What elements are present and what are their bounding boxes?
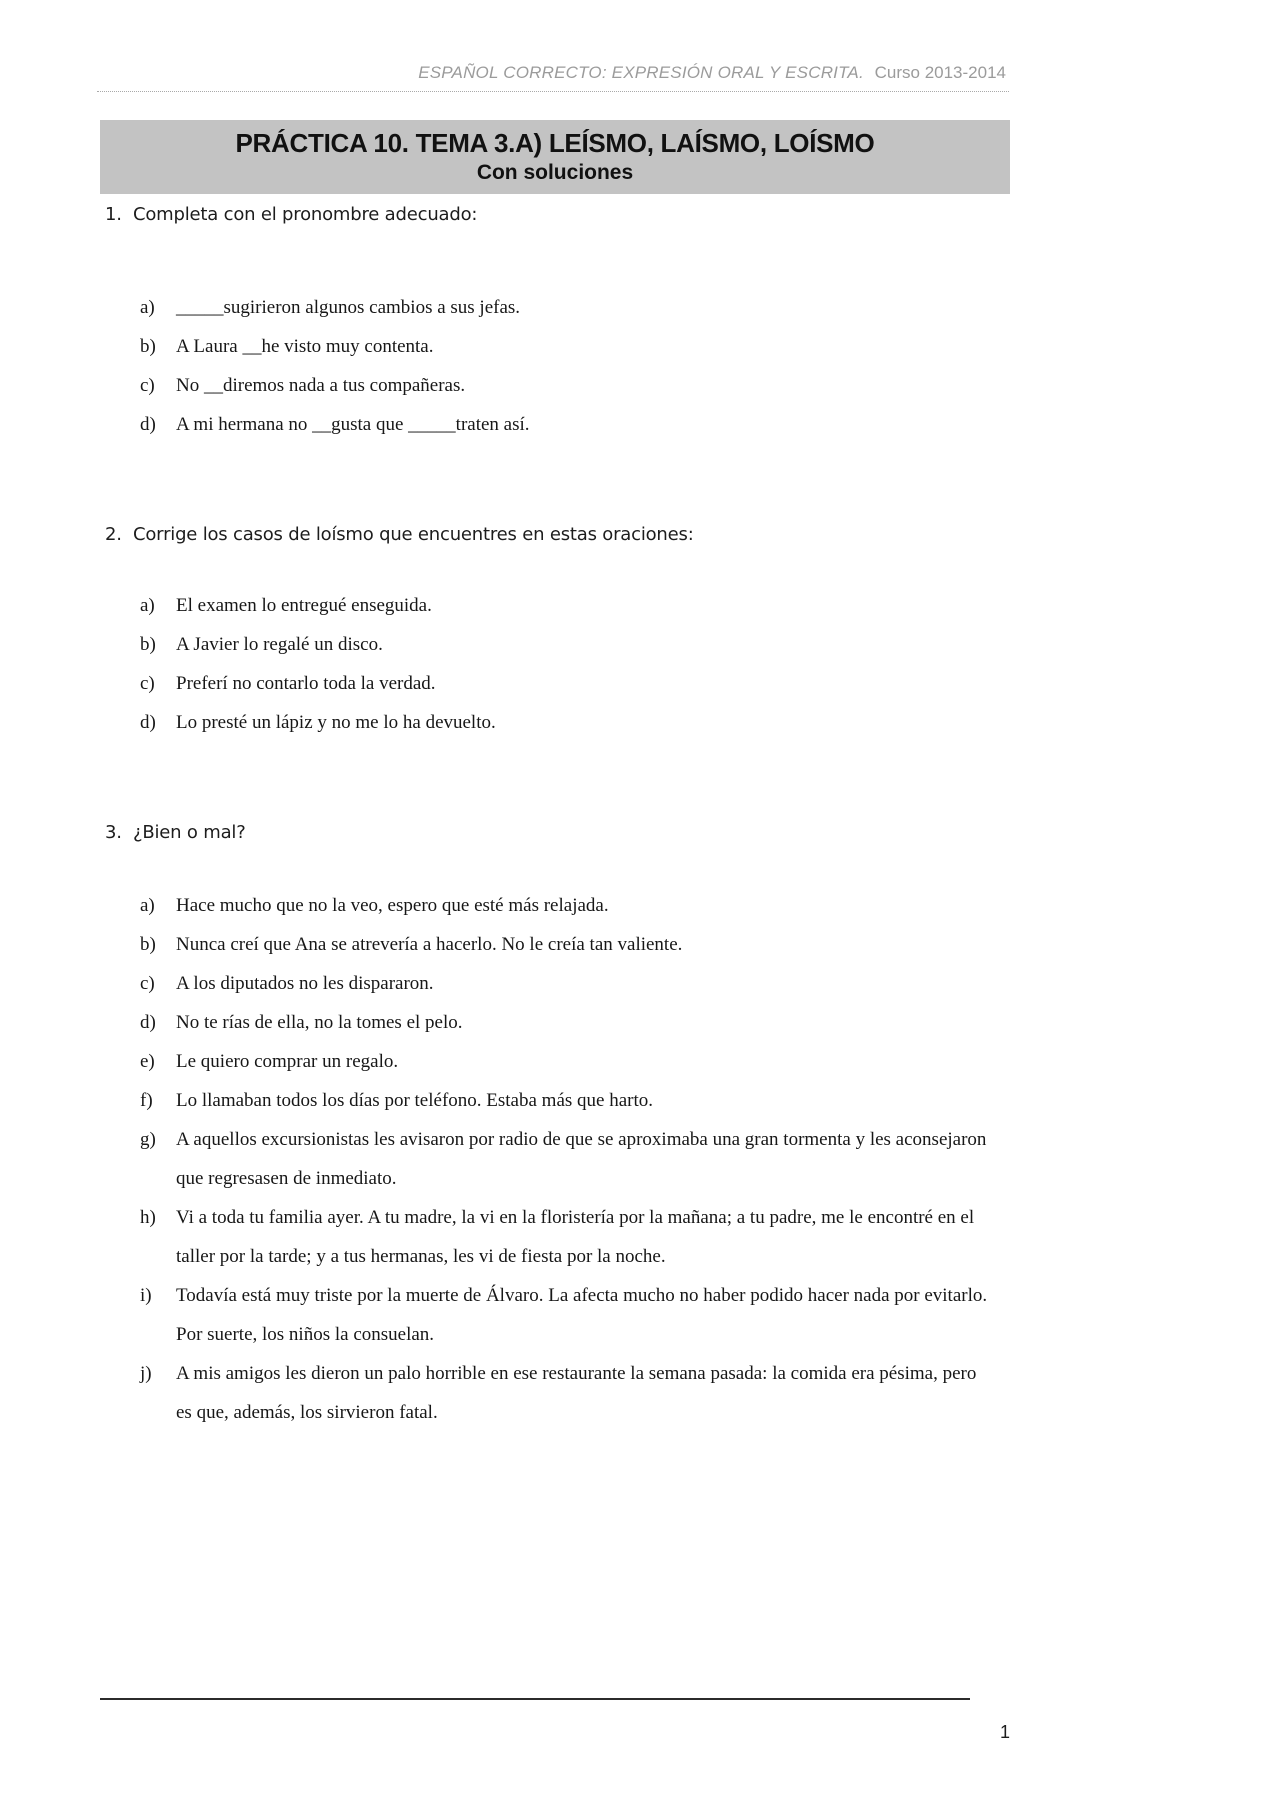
item-text: Todavía está muy triste por la muerte de Álvaro. La afecta mucho no haber podido hacer nada por evitarlo. Por suerte, los niños la consuelan. [176,1285,988,1345]
item-text: Nunca creí que Ana se atrevería a hacerlo. No le creía tan valiente. [176,934,683,955]
list-item [140,1120,988,1198]
exercise-1-prompt: Completa con el pronombre adecuado: [133,204,478,225]
item-letter: c) [140,673,155,694]
exercise-3-items [105,886,988,1432]
item-letter: b) [140,336,156,357]
list-item [140,1081,988,1120]
item-letter: d) [140,414,156,435]
exercise-1-heading [105,202,1010,228]
exercise-2-items [105,586,988,742]
item-text: A los diputados no les dispararon. [176,973,434,994]
list-item [140,288,988,327]
item-letter: e) [140,1051,155,1072]
item-letter: a) [140,297,155,318]
list-item [140,405,988,444]
list-item [140,625,988,664]
list-item [140,964,988,1003]
list-item [140,664,988,703]
item-text: A mis amigos les dieron un palo horrible en ese restaurante la semana pasada: la comida era pésima, pero es que, además, los sirvieron fatal. [176,1363,977,1423]
list-item [140,1198,988,1276]
item-letter: b) [140,634,156,655]
exercise-3-number: 3. [105,822,122,843]
item-text: No te rías de ella, no la tomes el pelo. [176,1012,463,1033]
list-item [140,886,988,925]
item-text: _____sugirieron algunos cambios a sus jefas. [176,297,521,318]
item-letter: d) [140,1012,156,1033]
item-text: A aquellos excursionistas les avisaron por radio de que se aproximaba una gran tormenta y les aconsejaron que regresasen de inmediato. [176,1129,987,1189]
item-letter: g) [140,1129,156,1150]
list-item [140,1354,988,1432]
exercise-2-prompt: Corrige los casos de loísmo que encuentres en estas oraciones: [133,524,694,545]
item-letter: b) [140,934,156,955]
exercise-3-prompt: ¿Bien o mal? [133,822,246,843]
item-letter: d) [140,712,156,733]
running-header [100,61,1006,85]
item-letter: j) [140,1363,152,1384]
exercise-2-number: 2. [105,524,122,545]
list-item [140,1042,988,1081]
list-item [140,703,988,742]
list-item [140,366,988,405]
item-letter: a) [140,895,155,916]
title-banner [100,120,1010,194]
page-number: 1 [999,1722,1010,1742]
item-letter: c) [140,375,155,396]
item-text: A Javier lo regalé un disco. [176,634,383,655]
item-text: Lo presté un lápiz y no me lo ha devuelto. [176,712,496,733]
item-letter: a) [140,595,155,616]
list-item [140,327,988,366]
exercise-1-items [105,288,988,444]
list-item [140,586,988,625]
item-text: A Laura __he visto muy contenta. [176,336,434,357]
item-text: Preferí no contarlo toda la verdad. [176,673,436,694]
list-item [140,1276,988,1354]
item-letter: i) [140,1285,152,1306]
exercise-3-heading [105,820,1010,846]
item-letter: f) [140,1090,153,1111]
item-text: Lo llamaban todos los días por teléfono. Estaba más que harto. [176,1090,653,1111]
item-text: Hace mucho que no la veo, espero que esté más relajada. [176,895,609,916]
item-text: A mi hermana no __gusta que _____traten así. [176,414,530,435]
course-title: ESPAÑOL CORRECTO: EXPRESIÓN ORAL Y ESCRITA. [418,63,864,82]
list-item [140,1003,988,1042]
item-text: Vi a toda tu familia ayer. A tu madre, la vi en la floristería por la mañana; a tu padre, me le encontré en el taller por la tarde; y a tus hermanas, les vi de fiesta por la noche. [176,1207,975,1267]
item-text: El examen lo entregué enseguida. [176,595,432,616]
list-item [140,925,988,964]
item-text: Le quiero comprar un regalo. [176,1051,399,1072]
course-term: Curso 2013-2014 [874,63,1006,82]
page-subtitle: Con soluciones [476,161,634,184]
exercise-2-heading [105,522,1010,548]
exercise-1-number: 1. [105,204,122,225]
header-divider [97,91,1009,92]
footer-divider [100,1698,970,1700]
page-title: PRÁCTICA 10. TEMA 3.A) LEÍSMO, LAÍSMO, LOÍSMO [235,128,875,158]
item-letter: c) [140,973,155,994]
item-text: No __diremos nada a tus compañeras. [176,375,466,396]
item-letter: h) [140,1207,156,1228]
